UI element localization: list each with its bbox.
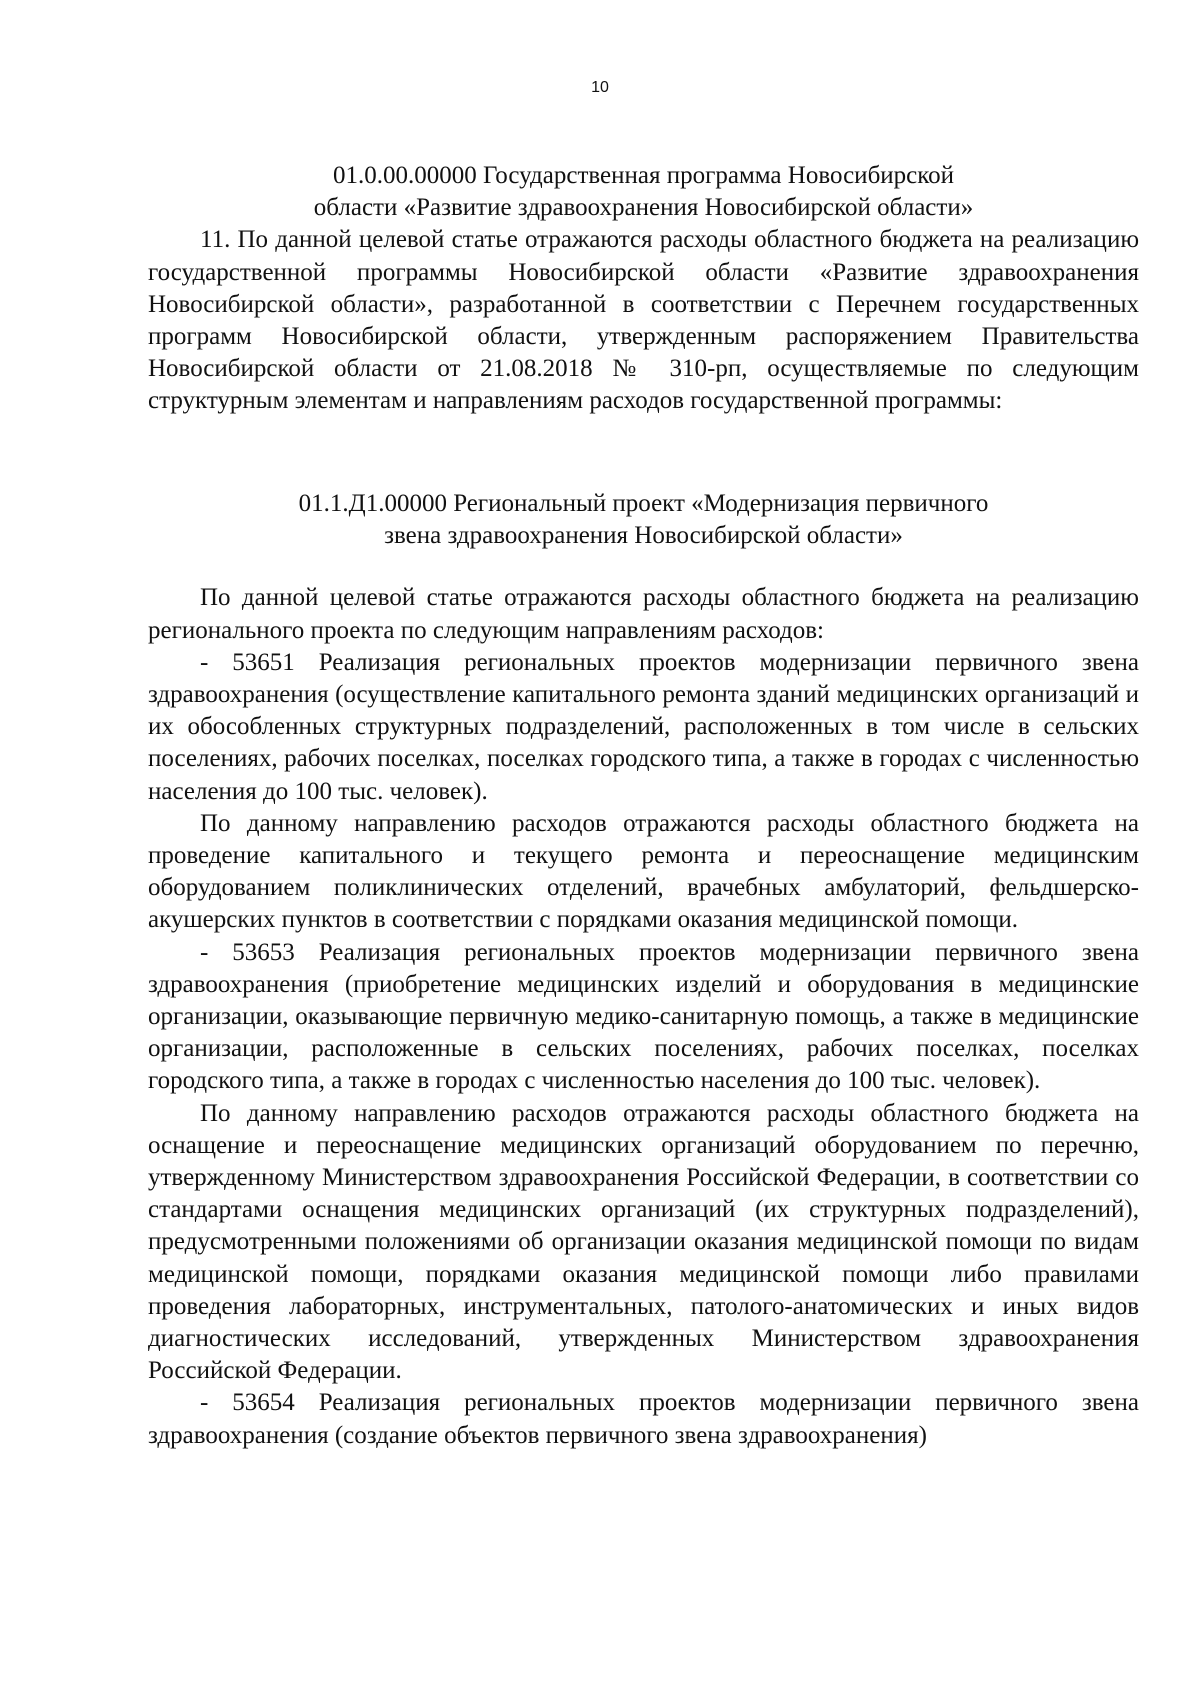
paragraph: По данному направлению расходов отражаются расходы областного бюджета на проведение капитального и текущего ремонта и переоснащение медицинским оборудованием поликлинических отделений, врачебных амбулаторий, фельдшерско-акушерских пунктов в соответствии с порядками оказания медицинской помощи. xyxy=(148,809,1139,934)
paragraph: По данному направлению расходов отражаются расходы областного бюджета на оснащение и переоснащение медицинских организаций оборудованием по перечню, утвержденному Министерством здравоохранения Российской Федерации, в соответствии со стандартами оснащения медицинских организаций (их структурных подразделений), предусмотренными положениями об организации оказания медицинской помощи по видам медицинской помощи, порядками оказания медицинской помощи либо правилами проведения лабораторных, инструментальных, патолого-анатомических и иных видов диагностических исследований, утвержденных Министерством здравоохранения Российской Федерации. xyxy=(148,1099,1139,1385)
expense-item-53654: - 53654 Реализация региональных проектов модернизации первичного звена здравоохранения (создание объектов первичного звена здравоохранения) xyxy=(148,1389,1139,1449)
project-heading-line-1: 01.1.Д1.00000 Региональный проект «Модернизация первичного xyxy=(298,490,989,517)
program-section xyxy=(148,160,1139,418)
page-number: 10 xyxy=(591,79,609,96)
project-heading xyxy=(148,488,1139,552)
program-heading-line-2: области «Развитие здравоохранения Новосибирской области» xyxy=(313,194,974,222)
expense-item-53653: - 53653 Реализация региональных проектов модернизации первичного звена здравоохранения (приобретение медицинских изделий и оборудования в медицинские организации, оказывающие первичную медико-санитарную помощь, а также в медицинские организации, расположенные в сельских поселениях, рабочих поселках, поселках городского типа, а также в городах с численностью населения до 100 тыс. человек). xyxy=(148,938,1139,1095)
project-heading-line-2: звена здравоохранения Новосибирской области» xyxy=(384,522,903,550)
project-section xyxy=(148,488,1139,1452)
heading-spacer xyxy=(148,552,1139,582)
program-heading-line-1: 01.0.00.00000 Государственная программа Новосибирской xyxy=(332,162,955,189)
expense-item-53651: - 53651 Реализация региональных проектов модернизации первичного звена здравоохранения (осуществление капитального ремонта зданий медицинских организаций и их обособленных структурных подразделений, расположенных в том числе в сельских поселениях, рабочих поселках, поселках городского типа, а также в городах с численностью населения до 100 тыс. человек). xyxy=(148,648,1139,805)
paragraph-11: 11. По данной целевой статье отражаются расходы областного бюджета на реализацию государственной программы Новосибирской области «Развитие здравоохранения Новосибирской области», разработанной в соответствии с Перечнем государственных программ Новосибирской области, утвержденным распоряжением Правительства Новосибирской области от 21.08.2018 № 310-рп, осуществляемые по следующим структурным элементам и направлениям расходов государственной программы: xyxy=(148,226,1139,415)
program-heading xyxy=(148,160,1139,224)
paragraph: По данной целевой статье отражаются расходы областного бюджета на реализацию регионального проекта по следующим направлениям расходов: xyxy=(148,584,1139,644)
